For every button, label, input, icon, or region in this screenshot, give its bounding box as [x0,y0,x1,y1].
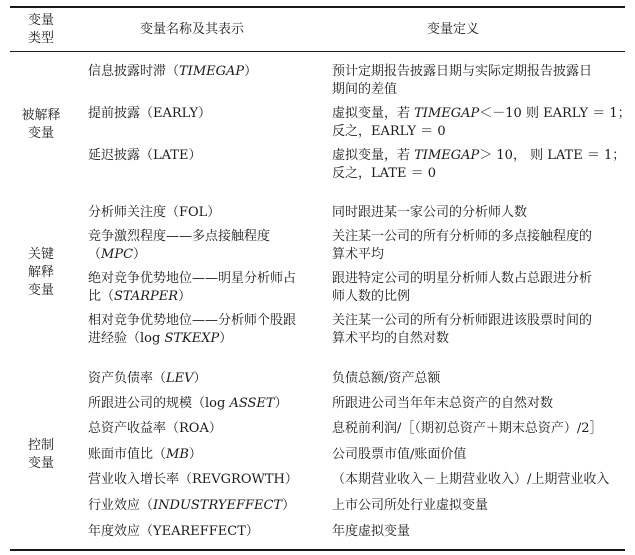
var-def-starper: 跟进特定公司的明星分析师人数占总跟进分析 师人数的比例 [332,271,593,304]
var-def-early: 虚拟变量，若 TIMEGAP＜－10 则 EARLY ＝ 1； 反之，EARLY ＝ 0 [332,106,631,139]
var-def-revgrowth: （本期营业收入－上期营业收入）/上期营业收入 [332,472,610,487]
var-def-mpc: 关注某一公司的所有分析师的多点接触程度的 算术平均 [332,229,593,262]
var-name-late: 延迟披露（LATE） [88,148,202,163]
var-def-mb: 公司股票市值/账面价值 [332,447,467,462]
var-name-yeareffect: 年度效应（YEAREFFECT） [88,524,259,539]
var-name-timegap: 信息披露时滞（TIMEGAP） [88,64,258,79]
var-def-late: 虚拟变量，若 TIMEGAP＞ 10， 则 LATE ＝ 1； 反之，LATE ＝ 0 [332,148,626,181]
var-name-asset: 所跟进公司的规模（log ASSET） [88,396,288,411]
var-def-timegap: 预计定期报告披露日期与实际定期报告披露日 期间的差值 [332,64,593,97]
var-def-lev: 负债总额/资产总额 [332,371,441,386]
header-type-line2: 类型 [27,31,54,46]
var-def-stkexp: 关注某一公司的所有分析师跟进该股票时间的 算术平均的自然对数 [332,313,593,346]
var-name-fol: 分析师关注度（FOL） [88,205,221,220]
var-def-fol: 同时跟进某一家公司的分析师人数 [332,205,528,220]
var-name-lev: 资产负债率（LEV） [88,371,207,386]
group-label-dependent: 被解释 变量 [21,108,61,141]
var-def-industryeffect: 上市公司所处行业虚拟变量 [332,498,489,513]
var-name-industryeffect: 行业效应（INDUSTRYEFFECT） [88,498,296,513]
var-def-yeareffect: 年度虚拟变量 [332,524,411,539]
var-def-roa: 息税前利润/［（期初总资产＋期末总资产）/2］ [332,421,603,436]
var-def-asset: 所跟进公司当年年末总资产的自然对数 [332,396,554,411]
var-name-mb: 账面市值比（MB） [88,447,202,462]
header-type-line1: 变量 [27,13,54,28]
var-name-mpc: 竞争激烈程度——多点接触程度 （MPC） [88,229,271,262]
header-type [16,12,66,48]
top-rule [10,6,625,8]
group-label-control: 控制 变量 [27,438,54,471]
bottom-rule [10,549,625,551]
header-name: 变量名称及其表示 [140,22,245,37]
var-name-revgrowth: 营业收入增长率（REVGROWTH） [88,472,298,487]
group-label-key-explanatory: 关键 解释 变量 [27,247,54,298]
var-name-roa: 总资产收益率（ROA） [88,421,222,436]
var-name-stkexp: 相对竞争优势地位——分析师个股跟 进经验（log STKEXP） [88,313,297,346]
header-definition: 变量定义 [427,22,480,37]
header-rule [10,51,625,52]
var-name-early: 提前披露（EARLY） [88,106,212,121]
var-name-starper: 绝对竞争优势地位——明星分析师占 比（STARPER） [88,271,297,304]
